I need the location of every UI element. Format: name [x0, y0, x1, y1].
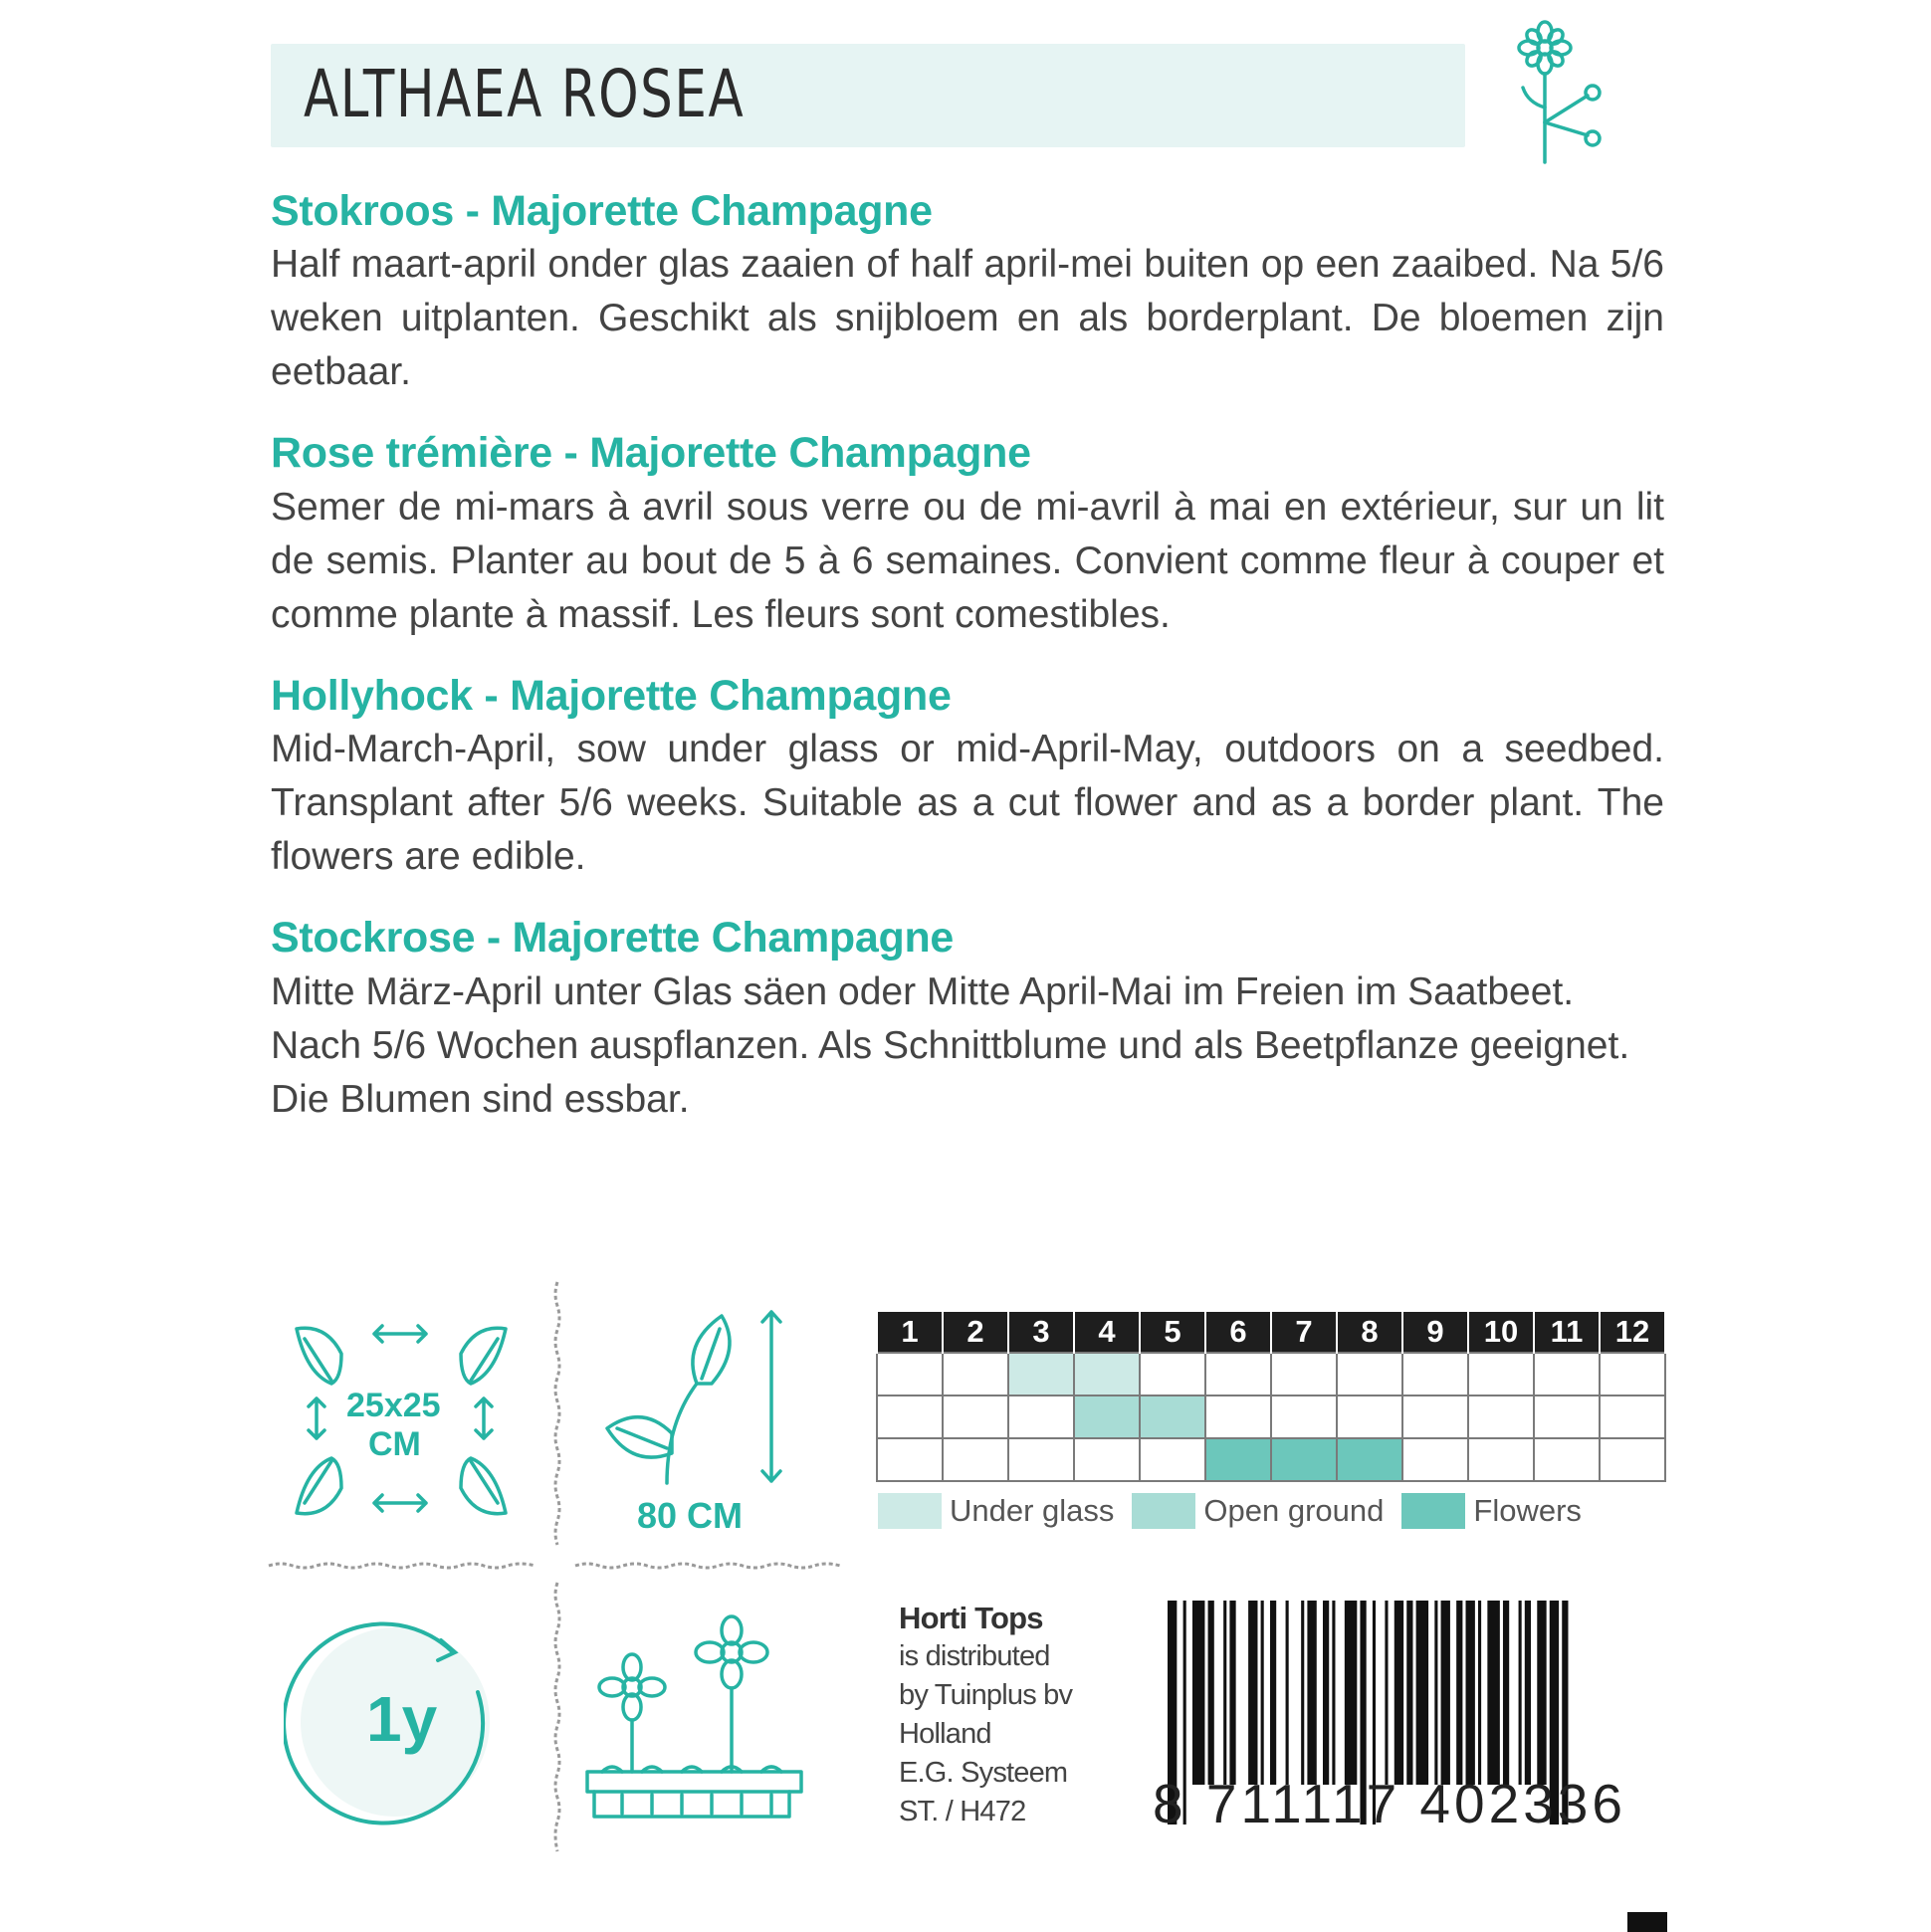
barcode-number: 8 711117 402336 — [1153, 1773, 1626, 1834]
barcode-bar — [1332, 1601, 1335, 1785]
month-4: 4 — [1074, 1312, 1140, 1353]
barcode-bar — [1434, 1601, 1437, 1785]
calendar-cell — [1008, 1395, 1074, 1438]
calendar-cell — [1271, 1353, 1337, 1395]
month-3: 3 — [1008, 1312, 1074, 1353]
section-body: Half maart-april onder glas zaaien of half april-mei buiten op een zaaibed. Na 5/6 weken uitplanten. Geschikt als snijbloem en als borderplant. De bloemen zijn eetbaar. — [271, 243, 1664, 394]
calendar-cell — [1600, 1438, 1665, 1481]
barcode-bar — [1395, 1601, 1403, 1785]
calendar-cell — [1205, 1353, 1271, 1395]
calendar-cell — [1600, 1353, 1665, 1395]
barcode-bar — [1385, 1601, 1388, 1785]
barcode-bar — [1478, 1601, 1481, 1785]
calendar-row-open-ground — [877, 1395, 1665, 1438]
calendar-cell — [1008, 1438, 1074, 1481]
barcode-bar — [1286, 1601, 1289, 1785]
barcode-bar — [1248, 1601, 1257, 1785]
section-body: Mid-March-April, sow under glass or mid-April-May, outdoors on a seedbed. Transplant after 5/6 weeks. Suitable as a cut flower and as a border plant. The flowers are edible. — [271, 728, 1664, 879]
calendar-cell — [1074, 1395, 1140, 1438]
barcode-bar — [1345, 1601, 1357, 1785]
barcode-bar — [1466, 1601, 1475, 1785]
legend-swatch-open-ground — [1132, 1493, 1195, 1529]
month-5: 5 — [1140, 1312, 1205, 1353]
distributor-line: ST. / H472 — [899, 1796, 1026, 1827]
calendar-cell — [1205, 1438, 1271, 1481]
barcode-bar — [1192, 1601, 1204, 1785]
barcode-bar — [1270, 1601, 1276, 1785]
calendar-cell — [943, 1353, 1008, 1395]
section-nl — [271, 187, 1664, 399]
calendar-cell — [1402, 1438, 1468, 1481]
page-title: ALTHAEA ROSEA — [304, 56, 746, 132]
distributor-info — [899, 1599, 1072, 1831]
month-9: 9 — [1402, 1312, 1468, 1353]
barcode-bar — [1441, 1601, 1450, 1785]
month-12: 12 — [1600, 1312, 1665, 1353]
barcode-bar — [1519, 1601, 1522, 1785]
section-de — [271, 914, 1664, 1126]
month-10: 10 — [1468, 1312, 1534, 1353]
calendar-cell — [943, 1438, 1008, 1481]
barcode-bar — [1487, 1601, 1499, 1785]
flower-scissors-logo-icon — [1498, 18, 1612, 167]
barcode-bar — [1223, 1601, 1226, 1785]
barcode-bar — [1208, 1601, 1214, 1785]
barcode-bar — [1229, 1601, 1235, 1785]
calendar-cell — [877, 1353, 943, 1395]
spacing-unit: CM — [368, 1425, 421, 1463]
barcode-bar — [1525, 1601, 1531, 1785]
calendar-cell — [1534, 1438, 1600, 1481]
calendar-month-header — [877, 1312, 1665, 1353]
month-6: 6 — [1205, 1312, 1271, 1353]
section-heading: Stockrose - Majorette Champagne — [271, 914, 955, 963]
calendar-cell — [1205, 1395, 1271, 1438]
section-heading: Hollyhock - Majorette Champagne — [271, 671, 952, 720]
calendar-cell — [1534, 1395, 1600, 1438]
distributor-line: is distributed — [899, 1640, 1050, 1672]
month-1: 1 — [877, 1312, 943, 1353]
calendar-cell — [943, 1395, 1008, 1438]
legend-label: Under glass — [950, 1493, 1115, 1528]
calendar-cell — [1271, 1438, 1337, 1481]
legend-label: Open ground — [1203, 1493, 1385, 1528]
calendar-cell — [1140, 1438, 1205, 1481]
legend-swatch-under-glass — [878, 1493, 942, 1529]
legend-label: Flowers — [1473, 1493, 1582, 1528]
barcode-bar — [1456, 1601, 1462, 1785]
lifecycle-value: 1y — [366, 1683, 438, 1755]
calendar-legend — [878, 1493, 1600, 1529]
calendar-cell — [1402, 1395, 1468, 1438]
calendar-cell — [877, 1438, 943, 1481]
distributor-line: by Tuinplus bv — [899, 1679, 1073, 1711]
calendar-cell — [1074, 1438, 1140, 1481]
section-en — [271, 672, 1664, 884]
calendar-cell — [1534, 1353, 1600, 1395]
barcode-bar — [1301, 1601, 1304, 1785]
calendar-cell — [1402, 1353, 1468, 1395]
sowing-calendar — [876, 1312, 1666, 1482]
barcode-bar — [1307, 1601, 1316, 1785]
description-sections — [271, 187, 1664, 1157]
distributor-line: Holland — [899, 1718, 991, 1750]
section-body: Mitte März-April unter Glas säen oder Mitte April-Mai im Freien im Saatbeet. Nach 5/6 Wochen auspflanzen. Als Schnittblume und als Beetpflanze geeignet. Die Blumen sind essbar. — [271, 969, 1630, 1121]
flowers-tray-icon — [582, 1608, 806, 1826]
height-value: 80 CM — [637, 1495, 744, 1536]
calendar-cell — [1337, 1438, 1402, 1481]
calendar-cell — [1468, 1353, 1534, 1395]
calendar-cell — [1008, 1353, 1074, 1395]
calendar-cell — [1074, 1353, 1140, 1395]
section-heading: Rose trémière - Majorette Champagne — [271, 429, 1031, 478]
corner-mark — [1627, 1912, 1667, 1932]
calendar-cell — [1600, 1395, 1665, 1438]
barcode-bar — [1261, 1601, 1264, 1785]
calendar-cell — [1337, 1395, 1402, 1438]
month-11: 11 — [1534, 1312, 1600, 1353]
calendar-cell — [1468, 1395, 1534, 1438]
section-fr — [271, 429, 1664, 641]
month-2: 2 — [943, 1312, 1008, 1353]
calendar-cell — [1337, 1353, 1402, 1395]
calendar-row-under-glass — [877, 1353, 1665, 1395]
barcode-bar — [1416, 1601, 1428, 1785]
brand-name: Horti Tops — [899, 1601, 1043, 1635]
calendar-cell — [877, 1395, 943, 1438]
section-heading: Stokroos - Majorette Champagne — [271, 187, 933, 235]
calendar-cell — [1140, 1395, 1205, 1438]
month-7: 7 — [1271, 1312, 1337, 1353]
calendar-row-flowers — [877, 1438, 1665, 1481]
calendar-cell — [1271, 1395, 1337, 1438]
section-body: Semer de mi-mars à avril sous verre ou de mi-avril à mai en extérieur, sur un lit de semis. Planter au bout de 5 à 6 semaines. Convient comme fleur à couper et comme plante à massif. Les fleurs sont comestibles. — [271, 485, 1664, 636]
calendar-cell — [1468, 1438, 1534, 1481]
calendar-cell — [1140, 1353, 1205, 1395]
plant-height-icon — [602, 1304, 801, 1493]
barcode-bar — [1503, 1601, 1509, 1785]
spacing-value: 25x25 — [346, 1387, 441, 1424]
distributor-line: E.G. Systeem — [899, 1757, 1068, 1789]
month-8: 8 — [1337, 1312, 1402, 1353]
barcode-bar — [1537, 1601, 1546, 1785]
barcode-bar — [1323, 1601, 1329, 1785]
legend-swatch-flowers — [1401, 1493, 1465, 1529]
barcode-bar — [1406, 1601, 1412, 1785]
